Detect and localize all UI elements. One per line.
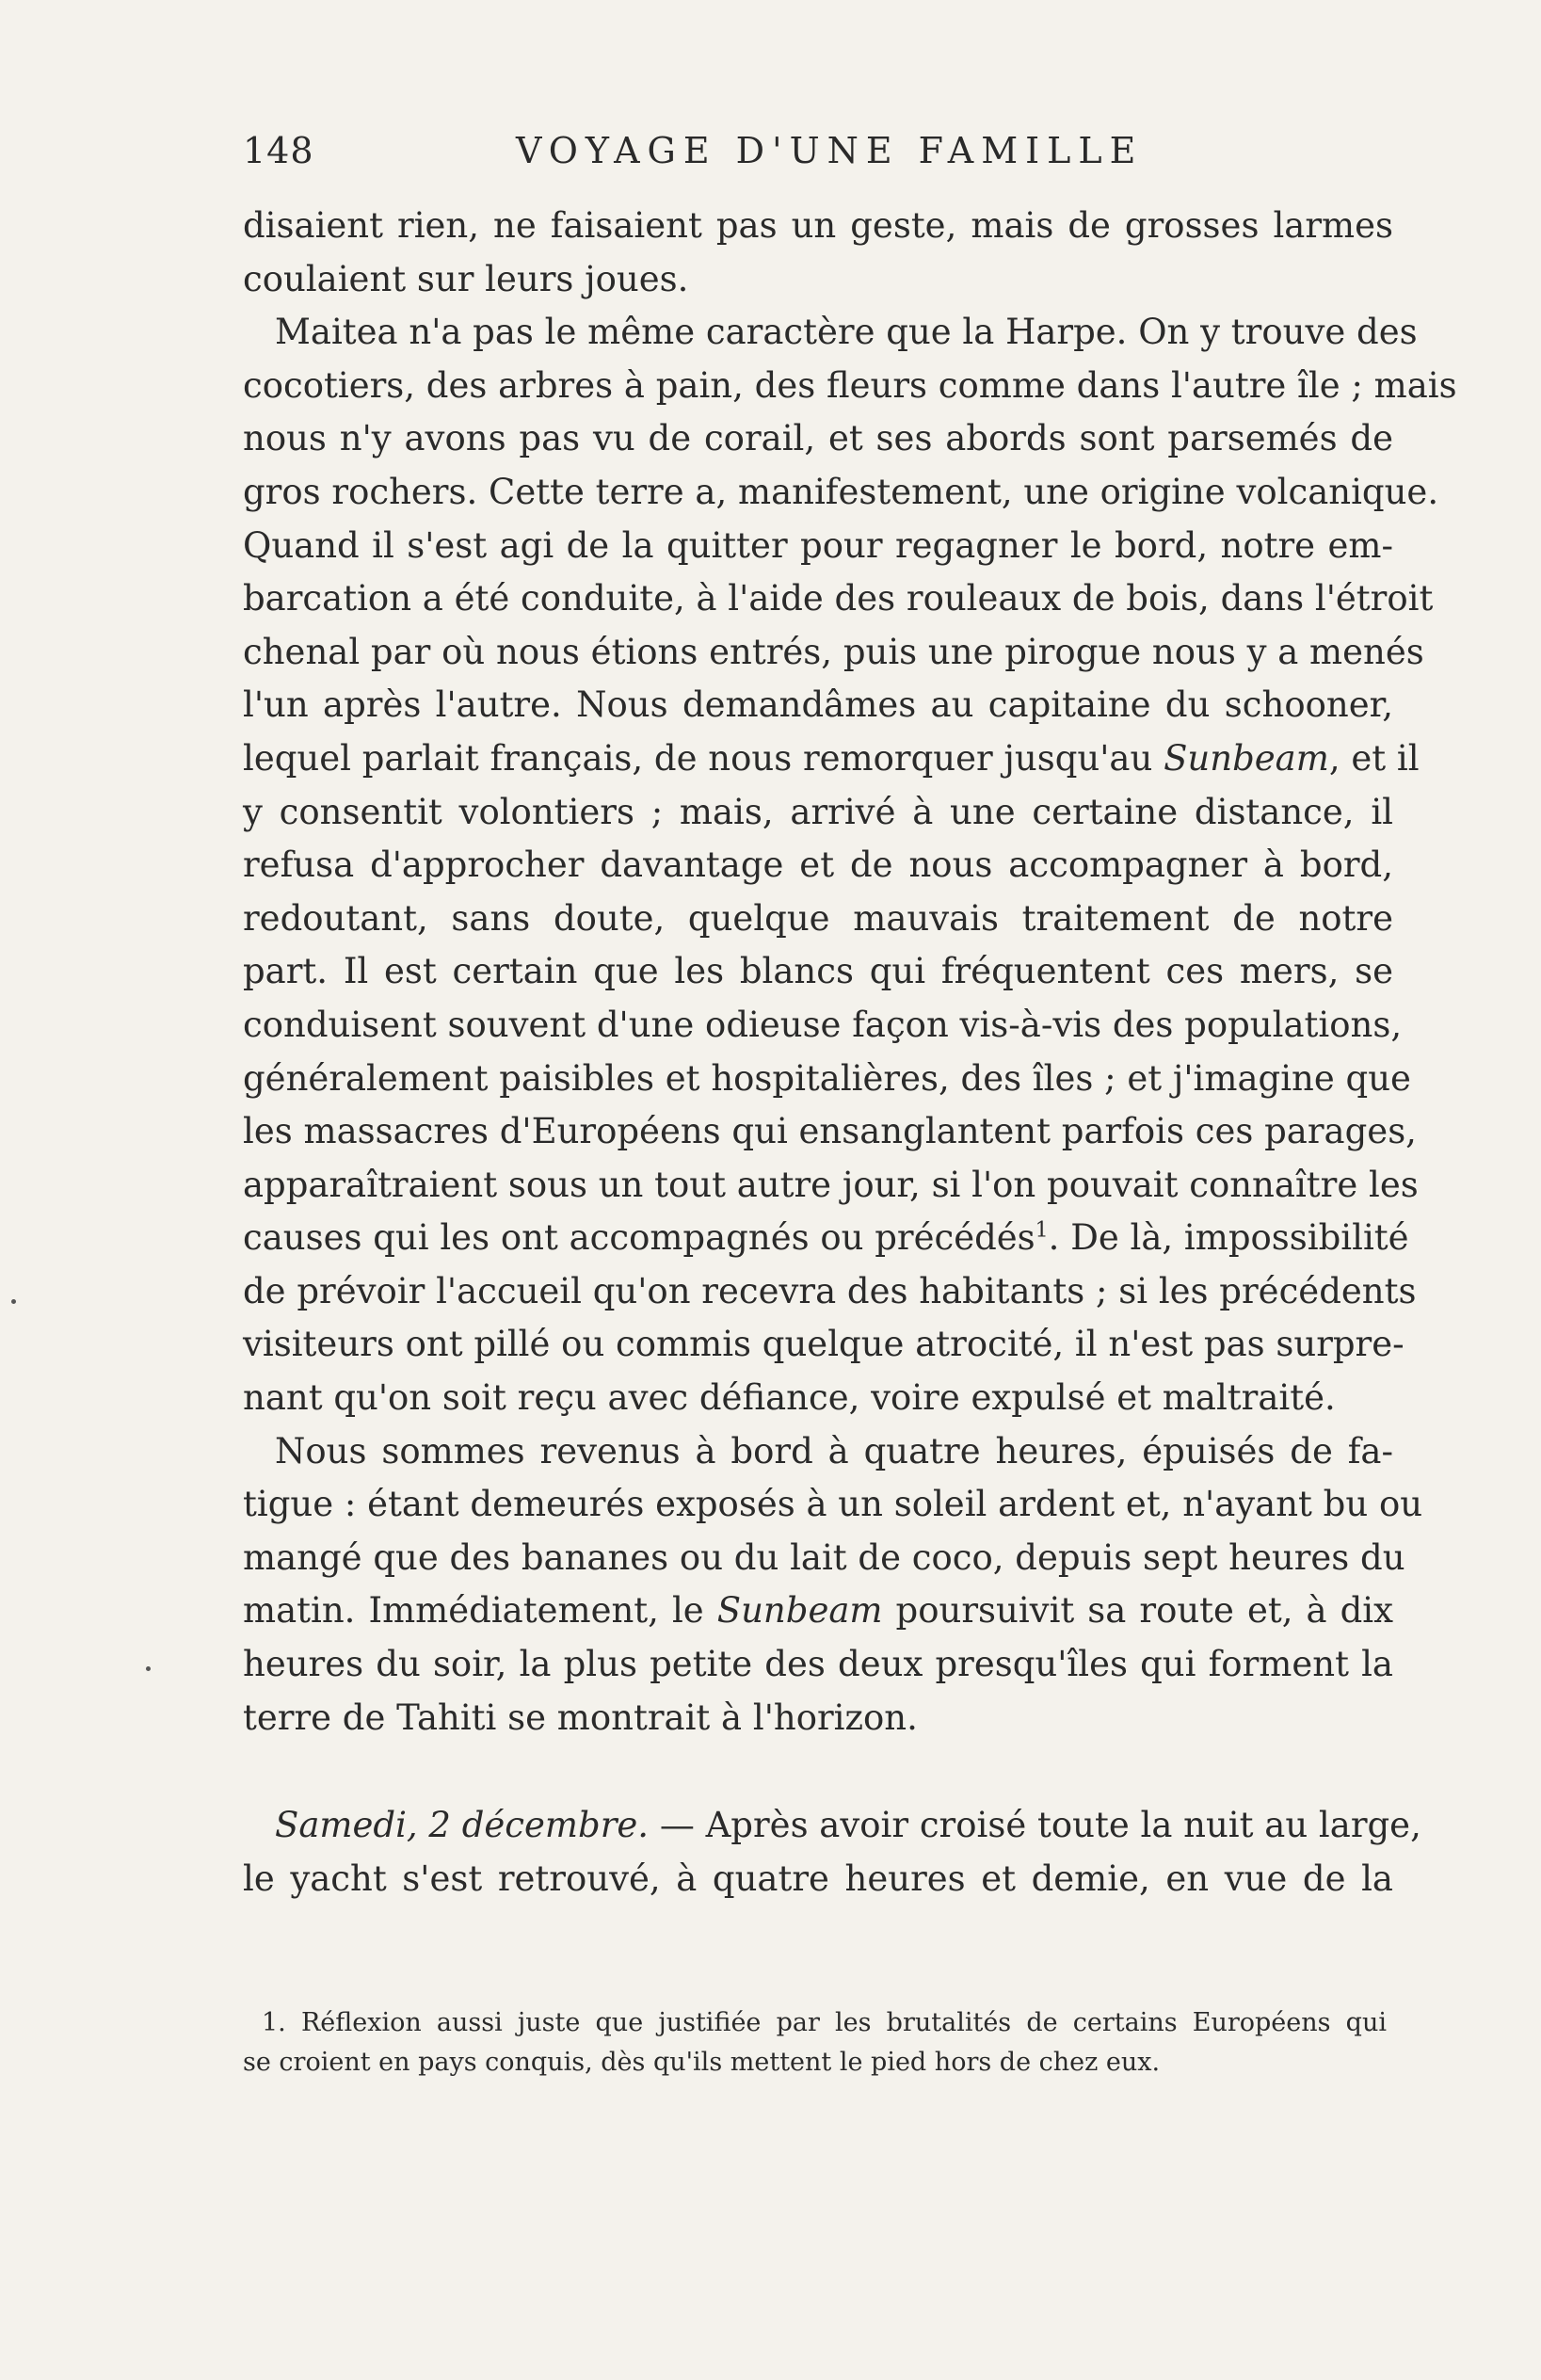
- text-line-with-footnote-ref: [243, 1212, 1409, 1265]
- text-line: coulaient sur leurs joues.: [243, 258, 689, 299]
- text-segment: — Après avoir croisé toute la nuit au large,: [659, 1805, 1421, 1846]
- text-line: les massacres d'Européens qui ensanglantent parfois ces parages,: [243, 1111, 1417, 1152]
- footnote-line: [262, 2003, 1387, 2043]
- text-line-with-italic: [243, 1584, 1393, 1638]
- text-segment: causes qui les ont accompagnés ou précédés: [243, 1217, 1035, 1259]
- text-line: le yacht s'est retrouvé, à quatre heures et demie, en vue de la: [243, 1857, 1393, 1899]
- text-segment: matin. Immédiatement, le: [243, 1590, 704, 1632]
- page-number: 148: [243, 130, 314, 171]
- footnote-reference[interactable]: 1: [1035, 1218, 1049, 1243]
- text-line: cocotiers, des arbres à pain, des fleurs comme dans l'autre île ; mais: [243, 364, 1457, 406]
- text-line: Quand il s'est agi de la quitter pour regagner le bord, notre em-: [243, 524, 1393, 566]
- footnote-marker: 1.: [262, 2008, 286, 2037]
- text-line: l'un après l'autre. Nous demandâmes au capitaine du schooner,: [243, 684, 1393, 726]
- text-line: généralement paisibles et hospitalières, des îles ; et j'imagine que: [243, 1057, 1411, 1099]
- text-line: chenal par où nous étions entrés, puis une pirogue nous y a menés: [243, 631, 1424, 672]
- paragraph-start-line: Nous sommes revenus à bord à quatre heures, épuisés de fa-: [275, 1430, 1393, 1471]
- text-line: nous n'y avons pas vu de corail, et ses abords sont parsemés de: [243, 418, 1393, 459]
- text-line: mangé que des bananes ou du lait de coco, depuis sept heures du: [243, 1536, 1405, 1578]
- text-segment: lequel parlait français, de nous remorquer jusqu'au: [243, 737, 1153, 779]
- text-line: heures du soir, la plus petite des deux presqu'îles qui forment la: [243, 1644, 1393, 1685]
- ship-name: Sunbeam: [716, 1590, 883, 1632]
- text-line: visiteurs ont pillé ou commis quelque atrocité, il n'est pas surpre-: [243, 1324, 1405, 1365]
- text-line: barcation a été conduite, à l'aide des rouleaux de bois, dans l'étroit: [243, 578, 1434, 619]
- entry-date: Samedi, 2 décembre.: [275, 1805, 650, 1846]
- text-segment: . De là, impossibilité: [1048, 1217, 1409, 1259]
- text-line: disaient rien, ne faisaient pas un geste, mais de grosses larmes: [243, 205, 1393, 246]
- footnote-line: se croient en pays conquis, dès qu'ils mettent le pied hors de chez eux.: [243, 2048, 1161, 2077]
- text-line: tigue : étant demeurés exposés à un soleil ardent et, n'ayant bu ou: [243, 1484, 1423, 1525]
- dated-entry-line: [243, 1799, 1421, 1853]
- body-text: [243, 200, 1457, 1906]
- text-line: redoutant, sans doute, quelque mauvais traitement de notre: [243, 897, 1393, 939]
- text-line: de prévoir l'accueil qu'on recevra des habitants ; si les précédents: [243, 1270, 1417, 1311]
- text-line: terre de Tahiti se montrait à l'horizon.: [243, 1697, 918, 1738]
- paper-speck: [11, 1299, 16, 1304]
- paragraph-start-line: Maitea n'a pas le même caractère que la Harpe. On y trouve des: [275, 312, 1418, 353]
- text-line: nant qu'on soit reçu avec défiance, voire expulsé et maltraité.: [243, 1377, 1336, 1419]
- text-line: part. Il est certain que les blancs qui fréquentent ces mers, se: [243, 951, 1393, 992]
- page-header: [243, 130, 1391, 186]
- text-line: y consentit volontiers ; mais, arrivé à une certaine distance, il: [243, 791, 1393, 832]
- text-line: conduisent souvent d'une odieuse façon vis-à-vis des populations,: [243, 1004, 1403, 1045]
- text-line: refusa d'approcher davantage et de nous accompagner à bord,: [243, 844, 1393, 886]
- ship-name: Sunbeam: [1164, 737, 1329, 779]
- text-segment: , et il: [1328, 737, 1420, 779]
- text-line: gros rochers. Cette terre a, manifestement, une origine volcanique.: [243, 471, 1439, 512]
- section-gap: [243, 1745, 1393, 1799]
- running-head: VOYAGE D'UNE FAMILLE: [516, 130, 1144, 171]
- text-line-with-italic: [243, 732, 1420, 786]
- text-line: apparaîtraient sous un tout autre jour, si l'on pouvait connaître les: [243, 1164, 1419, 1205]
- text-segment: poursuivit sa route et, à dix: [895, 1590, 1394, 1632]
- footnote-text: Réflexion aussi juste que justifiée par les brutalités de certains Européens qui: [300, 2008, 1387, 2037]
- paper-speck: [146, 1666, 151, 1671]
- footnotes: [243, 2003, 1387, 2082]
